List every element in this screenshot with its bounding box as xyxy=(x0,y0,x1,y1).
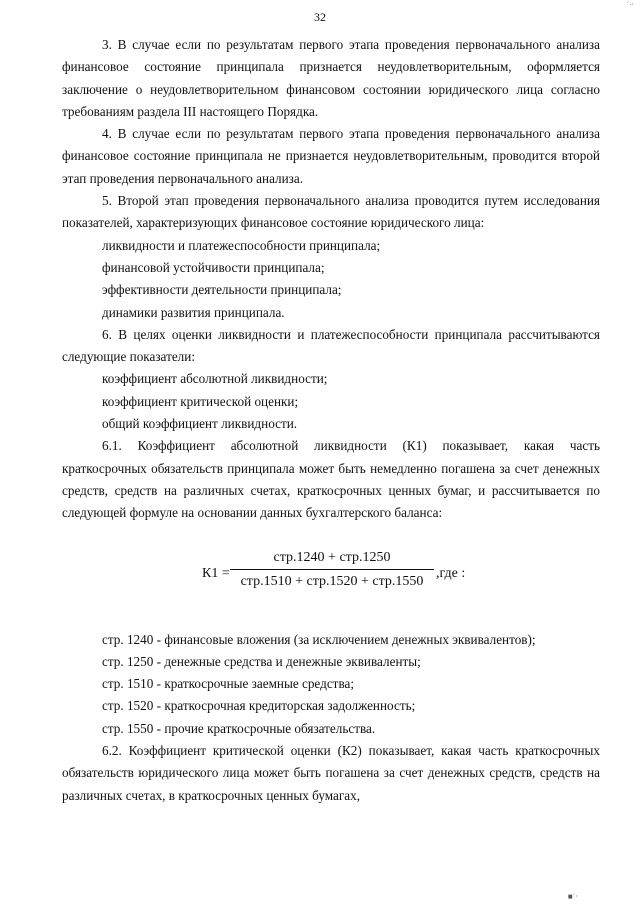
list-item: общий коэффициент ликвидности. xyxy=(102,416,298,432)
formula-numerator: стр.1240 + стр.1250 xyxy=(230,549,434,570)
paragraph-5: 5. Второй этап проведения первоначального анализа проводится путем исследования показателей, характеризующих финансовое состояние юридического лица: xyxy=(62,193,600,231)
definition-line: стр. 1520 - краткосрочная кредиторская задолженность; xyxy=(102,698,416,714)
paragraph-4: 4. В случае если по результатам первого этапа проведения первоначального анализа финансовое состояние принципала не признается неудовлетворительным, проводится второй этап проведения первоначального анализа. xyxy=(62,126,600,186)
list-item: коэффициент абсолютной ликвидности; xyxy=(102,371,328,387)
definition-line: стр. 1550 - прочие краткосрочные обязательства. xyxy=(102,720,376,736)
definition-line: стр. 1240 - финансовые вложения (за исключением денежных эквивалентов); xyxy=(102,631,536,647)
formula-suffix: ,где : xyxy=(436,565,466,581)
formula-fraction xyxy=(230,549,434,591)
definition-line: стр. 1250 - денежные средства и денежные эквиваленты; xyxy=(102,653,421,669)
document-body xyxy=(62,34,600,807)
list-item: ликвидности и платежеспособности принципала; xyxy=(102,237,381,253)
list-item: коэффициент критической оценки; xyxy=(102,393,299,409)
paragraph-6-2: 6.2. Коэффициент критической оценки (К2) показывает, какая часть краткосрочных обязательств юридического лица может быть погашена за счет денежных средств, средств на различных счетах, в краткосрочных ценных бумагах, xyxy=(62,743,600,803)
list-item: эффективности деятельности принципала; xyxy=(102,282,342,298)
definition-line: стр. 1510 - краткосрочные заемные средства; xyxy=(102,676,355,692)
list-item: динамики развития принципала. xyxy=(102,304,285,320)
paragraph-6: 6. В целях оценки ликвидности и платежеспособности принципала рассчитываются следующие показатели: xyxy=(62,326,600,365)
paragraph-6-1: 6.1. Коэффициент абсолютной ликвидности (К1) показывает, какая часть краткосрочных обязательств принципала может быть немедленно погашена за счет денежных средств, средств на различных счетах, краткосрочных ценных бумаг, и рассчитывается по следующей формуле на основании данных бухгалтерского баланса: xyxy=(62,438,600,521)
formula-lhs: К1 = xyxy=(202,565,230,581)
paragraph-3: 3. В случае если по результатам первого этапа проведения первоначального анализа финансовое состояние принципала признается неудовлетворительным, оформляется заключение о неудовлетворительном финансовом состоянии юридического лица согласно требованиям раздела III настоящего Порядка. xyxy=(62,37,600,119)
scan-mark-bottom: ■˙· xyxy=(567,892,578,901)
list-item: финансовой устойчивости принципала; xyxy=(102,259,325,275)
formula-k1 xyxy=(62,535,600,611)
scan-mark-top: ˙∙· xyxy=(626,0,634,9)
formula-denominator: стр.1510 + стр.1520 + стр.1550 xyxy=(240,573,424,589)
page-number: 32 xyxy=(314,10,326,24)
